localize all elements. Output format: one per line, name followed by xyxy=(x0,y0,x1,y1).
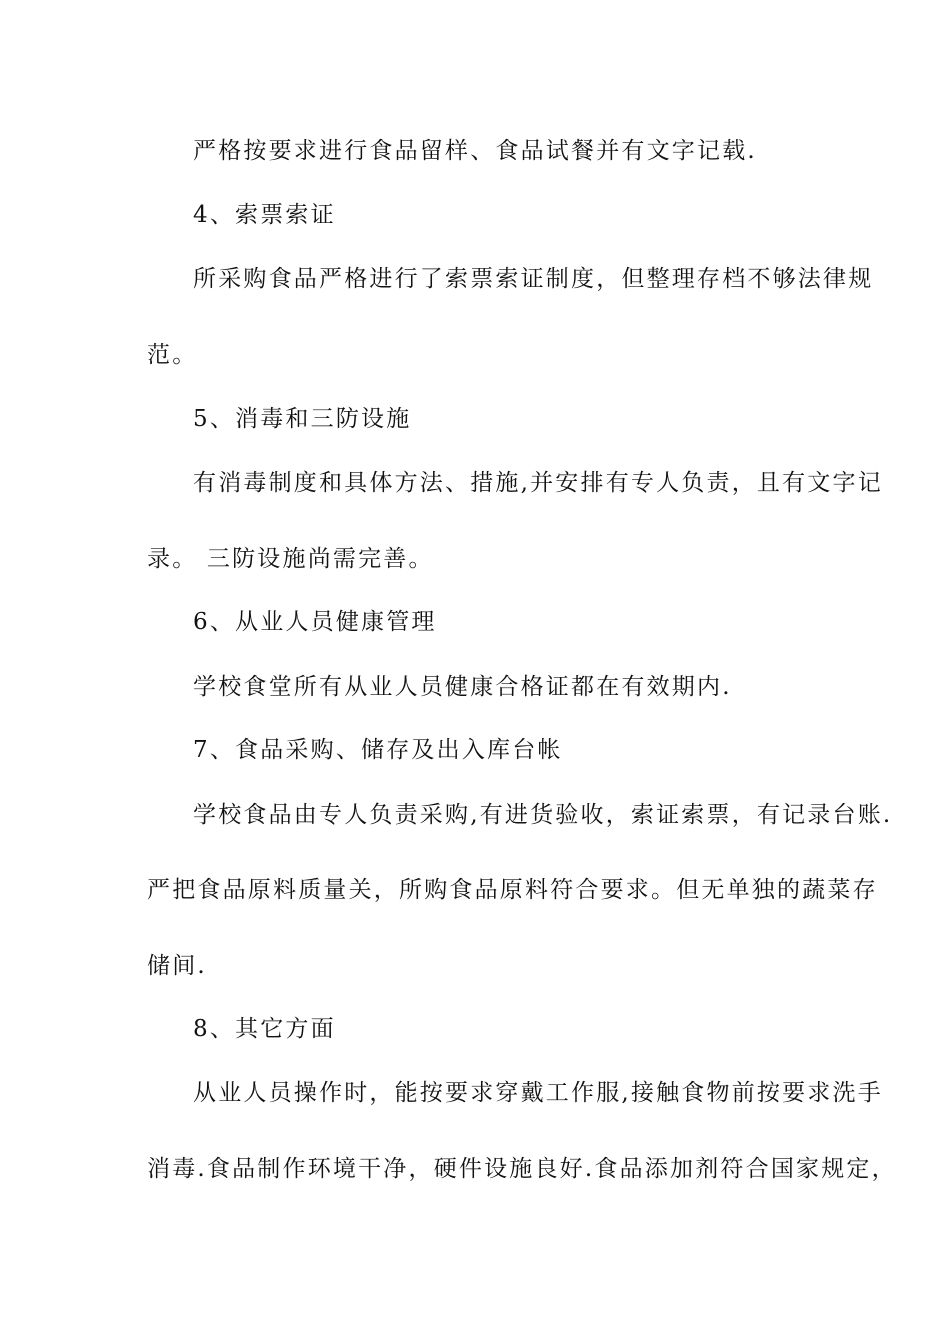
heading-7-purchasing: 7、食品采购、储存及出入库台帐 xyxy=(193,737,563,763)
paragraph-sample-retention: 严格按要求进行食品留样、食品试餐并有文字记载. xyxy=(193,138,757,164)
paragraph-purchasing-line-2: 严把食品原料质量关，所购食品原料符合要求。但无单独的蔬菜存 xyxy=(147,877,878,903)
paragraph-disinfection-line-2: 录。 三防设施尚需完善。 xyxy=(147,546,434,572)
paragraph-other-line-1: 从业人员操作时，能按要求穿戴工作服,接触食物前按要求洗手 xyxy=(193,1080,883,1106)
paragraph-staff-health: 学校食堂所有从业人员健康合格证都在有效期内. xyxy=(193,674,732,700)
heading-8-other-aspects: 8、其它方面 xyxy=(193,1016,336,1042)
paragraph-invoice-line-1: 所采购食品严格进行了索票索证制度，但整理存档不够法律规 xyxy=(193,266,874,292)
paragraph-purchasing-line-1: 学校食品由专人负责采购,有进货验收，索证索票，有记录台账. xyxy=(193,802,893,828)
paragraph-invoice-line-2: 范。 xyxy=(147,342,198,368)
paragraph-other-line-2: 消毒.食品制作环境干净，硬件设施良好.食品添加剂符合国家规定， xyxy=(147,1156,897,1182)
heading-5-disinfection: 5、消毒和三防设施 xyxy=(193,406,412,432)
paragraph-disinfection-line-1: 有消毒制度和具体方法、措施,并安排有专人负责，且有文字记 xyxy=(193,470,883,496)
paragraph-purchasing-line-3: 储间. xyxy=(147,953,207,979)
heading-6-staff-health: 6、从业人员健康管理 xyxy=(193,609,437,635)
heading-4-invoice-certificate: 4、索票索证 xyxy=(193,202,336,228)
